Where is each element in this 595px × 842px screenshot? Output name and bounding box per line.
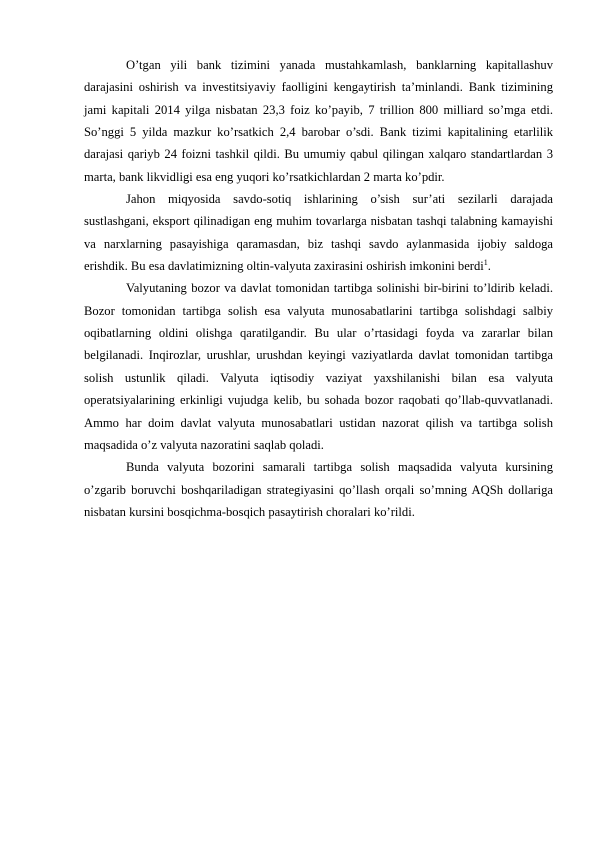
paragraph-exchange-rate-strategy: Bunda valyuta bozorini samarali tartibga solish maqsadida valyuta kursining o’zgarib boruvchi boshqariladigan strategiyasini qo’llash orqali so’mning AQSh dollariga nisbatan kursini bosqichma-bosqich pasaytirish choralari ko’rildi.	[84, 460, 553, 519]
paragraph-foreign-trade	[84, 188, 553, 277]
paragraph-foreign-trade-end: .	[487, 259, 491, 274]
paragraph-bank-capital: O’tgan yili bank tizimini yanada mustahkamlash, banklarning kapitallashuv darajasini oshirish va investitsiyaviy faolligini kengaytirish ta’minlandi. Bank tizimining jami kapitali 2014 yilga nisbatan 23,3 foiz ko’payib, 7 trillion 800 milliard so’mga etdi. So’nggi 5 yilda mazkur ko’rsatkich 2,4 barobar o’sdi. Bank tizimi kapitalining etarlilik darajasi qariyb 24 foizni tashkil qildi. Bu umumiy qabul qilingan xalqaro standartlardan 3 marta, bank likvidligi esa eng yuqori ko’rsatkichlardan 2 marta ko’pdir.	[84, 58, 553, 184]
paragraph-foreign-trade-text: Jahon miqyosida savdo-sotiq ishlarining o’sish sur’ati sezilarli darajada sustlashgani, eksport qilinadigan eng muhim tovarlarga nisbatan tashqi talabning kamayishi va narxlarning pasayishiga qaramasdan, biz tashqi savdo aylanmasida ijobiy saldoga erishdik. Bu esa davlatimizning oltin-valyuta zaxirasini oshirish imkonini berdi	[84, 192, 553, 274]
footnote-reference[interactable]: 1	[483, 257, 488, 267]
paragraph-currency-regulation: Valyutaning bozor va davlat tomonidan tartibga solinishi bir-birini to’ldirib keladi. Bozor tomonidan tartibga solish esa valyuta munosabatlarini tartibga solishdagi salbiy oqibatlarning oldini olishga qaratilgandir. Bu ular o’rtasidagi foyda va zararlar bilan belgilanadi. Inqirozlar, urushlar, urushdan keyingi vaziyatlarda davlat tomonidan tartibga solish ustunlik qiladi. Valyuta iqtisodiy vaziyat yaxshilanishi bilan esa valyuta operatsiyalarining erkinligi vujudga kelib, bu sohada bozor raqobati qo’llab-quvvatlanadi. Ammo har doim davlat valyuta munosabatlari ustidan nazorat qilish va tartibga solish maqsadida o’z valyuta nazoratini saqlab qoladi.	[84, 281, 553, 452]
body-text	[84, 54, 553, 523]
